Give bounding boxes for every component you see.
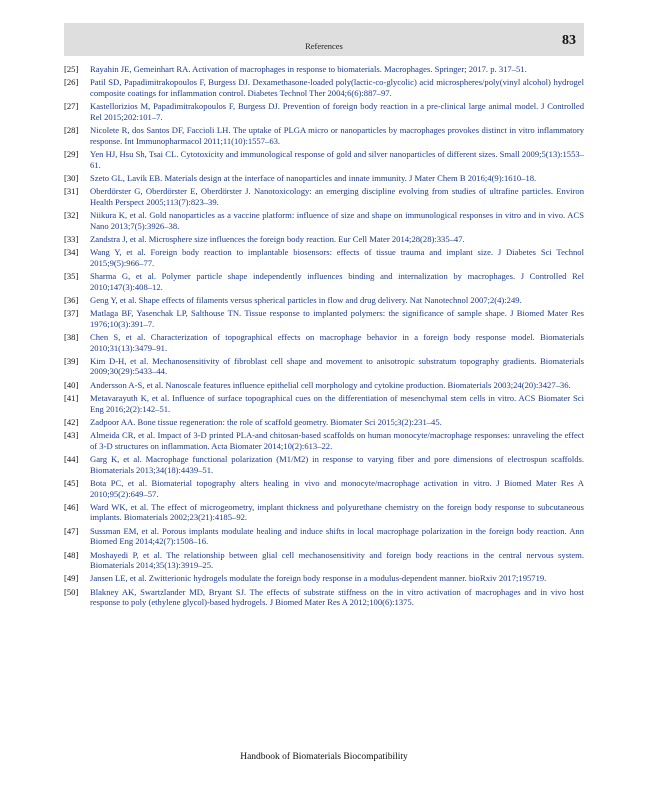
reference-link[interactable]: Almeida CR, et al. Impact of 3-D printed PLA-and chitosan-based scaffolds on human monocyte/macrophage responses: unraveling the effect of 3-D structures on inflammation. Acta Biomater 2014;10(2):613–22. — [90, 430, 584, 451]
reference-link[interactable]: Andersson A-S, et al. Nanoscale features influence epithelial cell morphology and cytokine production. Biomaterials 2003;24(20):3427–36. — [90, 379, 571, 390]
reference-link[interactable]: Nicolete R, dos Santos DF, Faccioli LH. The uptake of PLGA micro or nanoparticles by macrophages provokes distinct in vitro inflammatory response. Int Immunopharmacol 2011;11(10):1557–63. — [90, 125, 584, 146]
reference-item — [64, 77, 584, 98]
reference-number: [43] — [64, 430, 79, 441]
reference-link[interactable]: Szeto GL, Lavik EB. Materials design at the interface of nanoparticles and innate immunity. J Mater Chem B 2016;4(9):1610–18. — [90, 172, 537, 183]
reference-link[interactable]: Jansen LE, et al. Zwitterionic hydrogels modulate the foreign body response in a modulus-dependent manner. bioRxiv 2017;195719. — [90, 573, 547, 584]
reference-link[interactable]: Blakney AK, Swartzlander MD, Bryant SJ. The effects of substrate stiffness on the in vitro activation of macrophages and in vivo host response to poly (ethylene glycol)-based hydrogels. J Biomed Mater Res A 2012;100(6):1375. — [90, 586, 584, 608]
reference-link[interactable]: Metavarayuth K, et al. Influence of surface topographical cues on the differentiation of mesenchymal stem cells in vitro. ACS Biomater Sci Eng 2016;2(2):142–51. — [90, 393, 584, 414]
reference-number: [37] — [64, 308, 79, 319]
reference-number: [38] — [64, 332, 79, 342]
reference-link[interactable]: Niikura K, et al. Gold nanoparticles as a vaccine platform: influence of size and shape on immunological responses in vitro and in vivo. ACS Nano 2013;7(5):3926–38. — [90, 209, 584, 231]
reference-number: [46] — [64, 501, 79, 512]
reference-item — [64, 186, 584, 207]
reference-number: [42] — [64, 416, 79, 427]
reference-number: [47] — [64, 525, 79, 536]
reference-item — [64, 454, 584, 475]
reference-link[interactable]: Rayahin JE, Gemeinhart RA. Activation of macrophages in response to biomaterials. Macrophages. Springer; 2017. p. 317–51. — [90, 64, 527, 74]
reference-number: [26] — [64, 77, 79, 88]
reference-item — [64, 247, 584, 268]
reference-item — [64, 125, 584, 146]
reference-number: [50] — [64, 586, 79, 597]
reference-link[interactable]: Zadpoor AA. Bone tissue regeneration: the role of scaffold geometry. Biomater Sci 2015;3(2):231–45. — [90, 416, 442, 427]
reference-item — [64, 478, 584, 499]
reference-number: [27] — [64, 101, 79, 112]
reference-item — [64, 417, 584, 428]
book-title-footer: Handbook of Biomaterials Biocompatibility — [240, 752, 408, 762]
reference-number: [49] — [64, 573, 79, 584]
reference-item — [64, 550, 584, 571]
running-title: References — [305, 41, 343, 51]
reference-link[interactable]: Zandstra J, et al. Microsphere size influences the foreign body reaction. Eur Cell Mater 2014;28(28):335–47. — [90, 233, 465, 244]
reference-link[interactable]: Yen HJ, Hsu Sh, Tsai CL. Cytotoxicity and immunological response of gold and silver nanoparticles of different sizes. Small 2009;5(13):1553–61. — [90, 148, 584, 170]
reference-number: [30] — [64, 172, 79, 183]
reference-number: [29] — [64, 148, 79, 159]
reference-link[interactable]: Sussman EM, et al. Porous implants modulate healing and induce shifts in local macrophage polarization in the foreign body reaction. Ann Biomed Eng 2014;42(7):1508–16. — [90, 525, 584, 547]
reference-link[interactable]: Kim D-H, et al. Mechanosensitivity of fibroblast cell shape and movement to anisotropic substratum topography gradients. Biomaterials 2009;30(29):5433–44. — [90, 355, 584, 377]
reference-number: [39] — [64, 355, 79, 366]
reference-item — [64, 308, 584, 329]
reference-link[interactable]: Patil SD, Papadimitrakopoulos F, Burgess DJ. Dexamethasone-loaded poly(lactic-co-glycolic) acid microspheres/poly(vinyl alcohol) hydrogel composite coatings for inflammation control. Diabetes Technol Ther 2004;6(6):887–97. — [90, 77, 584, 98]
reference-number: [41] — [64, 393, 79, 404]
reference-number: [48] — [64, 549, 79, 560]
reference-item — [64, 430, 584, 451]
page-number: 83 — [562, 33, 576, 48]
reference-number: [34] — [64, 247, 79, 258]
page-header — [64, 23, 584, 56]
reference-number: [45] — [64, 477, 79, 488]
reference-number: [31] — [64, 186, 79, 197]
reference-number: [33] — [64, 233, 79, 244]
reference-number: [35] — [64, 270, 79, 281]
reference-item — [64, 173, 584, 184]
reference-item — [64, 587, 584, 608]
reference-item — [64, 210, 584, 231]
reference-link[interactable]: Chen S, et al. Characterization of topographical effects on macrophage behavior in a foreign body response model. Biomaterials 2010;31(13):3479–91. — [90, 332, 584, 353]
reference-item — [64, 101, 584, 122]
reference-number: [44] — [64, 454, 79, 465]
reference-item — [64, 64, 584, 75]
reference-link[interactable]: Matlaga BF, Yasenchak LP, Salthouse TN. Tissue response to implanted polymers: the significance of sample shape. J Biomed Mater Res 1976;10(3):391–7. — [90, 308, 584, 329]
reference-number: [36] — [64, 294, 79, 305]
reference-link[interactable]: Sharma G, et al. Polymer particle shape independently influences binding and internalization by macrophages. J Controlled Rel 2010;147(3):408–12. — [90, 270, 584, 292]
reference-item — [64, 526, 584, 547]
reference-item — [64, 234, 584, 245]
reference-link[interactable]: Wang Y, et al. Foreign body reaction to implantable biosensors: effects of tissue trauma and implant size. J Diabetes Sci Technol 2015;9(5):966–77. — [90, 247, 584, 268]
reference-link[interactable]: Garg K, et al. Macrophage functional polarization (M1/M2) in response to varying fiber and pore dimensions of electrospun scaffolds. Biomaterials 2013;34(18):4439–51. — [90, 454, 584, 475]
reference-item — [64, 295, 584, 306]
reference-number: [25] — [64, 64, 79, 74]
reference-link[interactable]: Ward WK, et al. The effect of microgeometry, implant thickness and polyurethane chemistry on the foreign body response to subcutaneous implants. Biomaterials 2002;23(21):4185–92. — [90, 501, 584, 523]
reference-link[interactable]: Bota PC, et al. Biomaterial topography alters healing in vivo and monocyte/macrophage activation in vitro. J Biomed Mater Res A 2010;95(2):649–57. — [90, 477, 584, 499]
reference-item — [64, 356, 584, 377]
reference-item — [64, 502, 584, 523]
reference-link[interactable]: Oberdörster G, Oberdörster E, Oberdörster J. Nanotoxicology: an emerging discipline evolving from studies of ultrafine particles. Environ Health Perspect 2005;113(7):823–39. — [90, 186, 584, 207]
reference-number: [28] — [64, 125, 79, 136]
reference-item — [64, 332, 584, 353]
reference-link[interactable]: Kastellorizios M, Papadimitrakopoulos F, Burgess DJ. Prevention of foreign body reaction in a pre-clinical large animal model. J Controlled Rel 2015;202:101–7. — [90, 101, 584, 122]
reference-link[interactable]: Moshayedi P, et al. The relationship between glial cell mechanosensitivity and foreign body reactions in the central nervous system. Biomaterials 2014;35(13):3919–25. — [90, 549, 584, 571]
reference-list — [64, 64, 584, 611]
reference-item — [64, 149, 584, 170]
reference-item — [64, 271, 584, 292]
reference-item — [64, 573, 584, 584]
reference-number: [40] — [64, 379, 79, 390]
reference-link[interactable]: Geng Y, et al. Shape effects of filaments versus spherical particles in flow and drug delivery. Nat Nanotechnol 2007;2(4):249. — [90, 294, 522, 305]
reference-number: [32] — [64, 209, 79, 220]
reference-item — [64, 393, 584, 414]
reference-item — [64, 380, 584, 391]
